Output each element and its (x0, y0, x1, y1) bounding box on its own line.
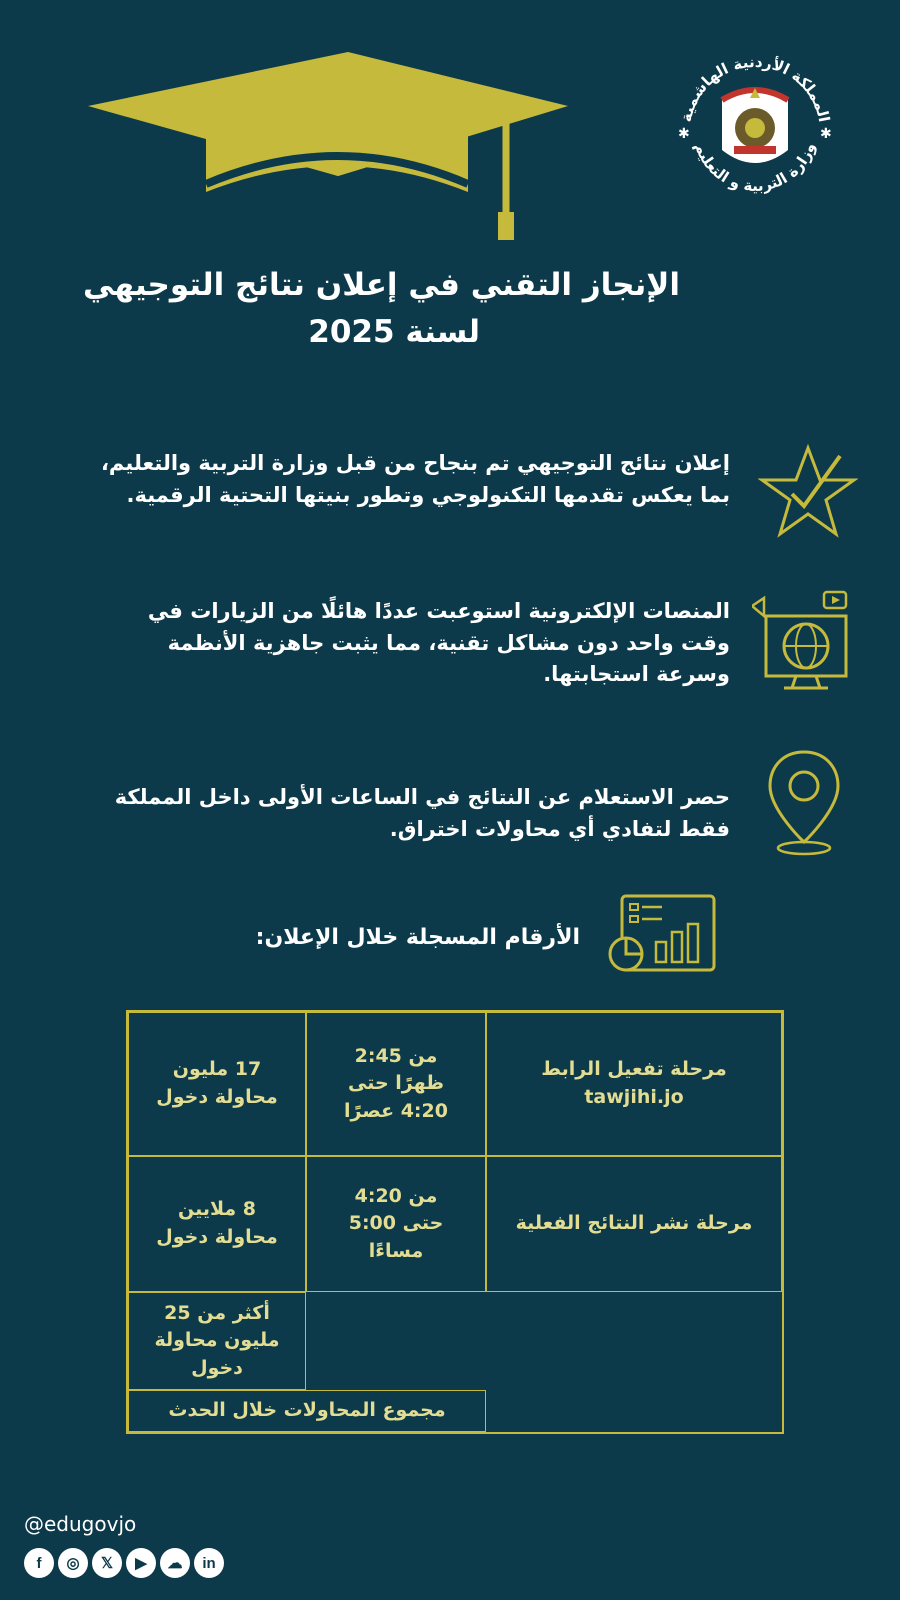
title-line-2: لسنة 2025 (308, 313, 480, 350)
point-line: حصر الاستعلام عن النتائج في الساعات الأولى داخل المملكة (114, 785, 730, 809)
soundcloud-icon[interactable]: ☁ (160, 1548, 190, 1578)
location-pin-icon (764, 748, 844, 858)
page-title (40, 262, 680, 355)
point-line: فقط لتفادي أي محاولات اختراق. (389, 816, 730, 841)
point-line: بما يعكس تقدمها التكنولوجي وتطور بنيتها التحتية الرقمية. (126, 482, 730, 507)
row1-time: من 2:45 ظهرًا حتى 4:20 عصرًا (306, 1012, 486, 1156)
linkedin-icon[interactable]: in (194, 1548, 224, 1578)
total-label: مجموع المحاولات خلال الحدث (128, 1390, 486, 1432)
point-platforms-capacity (60, 596, 730, 691)
total-count: أكثر من 25 مليون محاولة دخول (128, 1292, 306, 1390)
row2-count: 8 ملايين محاولة دخول (128, 1156, 306, 1292)
graduation-cap-icon (88, 44, 588, 244)
youtube-icon[interactable]: ▶ (126, 1548, 156, 1578)
emblem-top-text: المملكة الأردنية الهاشمية (676, 52, 834, 124)
stats-table (126, 1010, 784, 1434)
instagram-icon[interactable]: ◎ (58, 1548, 88, 1578)
row1-stage: مرحلة تفعيل الرابط tawjihi.jo (486, 1012, 782, 1156)
title-line-1: الإنجاز التقني في إعلان نتائج التوجيهي (83, 267, 680, 303)
point-line: المنصات الإلكترونية استوعبت عددًا هائلًا من الزيارات في (147, 599, 730, 623)
row2-stage: مرحلة نشر النتائج الفعلية (486, 1156, 782, 1292)
facebook-icon[interactable]: f (24, 1548, 54, 1578)
point-domestic-access (60, 782, 730, 845)
social-links (24, 1548, 224, 1578)
row1-count: 17 مليون محاولة دخول (128, 1012, 306, 1156)
star-check-icon (758, 442, 858, 542)
point-line: وقت واحد دون مشاكل تقنية، مما يثبت جاهزية الأنظمة (167, 630, 730, 655)
row2-time: من 4:20 حتى 5:00 مساءًا (306, 1156, 486, 1292)
emblem-bottom-text: وزارة التربية و التعليم (691, 140, 819, 195)
ministry-emblem-icon (670, 40, 840, 210)
point-line: وسرعة استجابتها. (543, 662, 730, 686)
point-line: إعلان نتائج التوجيهي تم بنجاح من قبل وزارة التربية والتعليم، (100, 451, 730, 475)
svg-text:✱: ✱ (678, 126, 690, 142)
x-icon[interactable]: 𝕏 (92, 1548, 122, 1578)
numbers-heading: الأرقام المسجلة خلال الإعلان: (255, 925, 580, 950)
point-digital-success (60, 448, 730, 511)
svg-text:✱: ✱ (820, 126, 832, 142)
globe-monitor-icon (752, 590, 852, 690)
social-handle[interactable]: @edugovjo (24, 1512, 137, 1536)
dashboard-chart-icon (608, 894, 718, 974)
